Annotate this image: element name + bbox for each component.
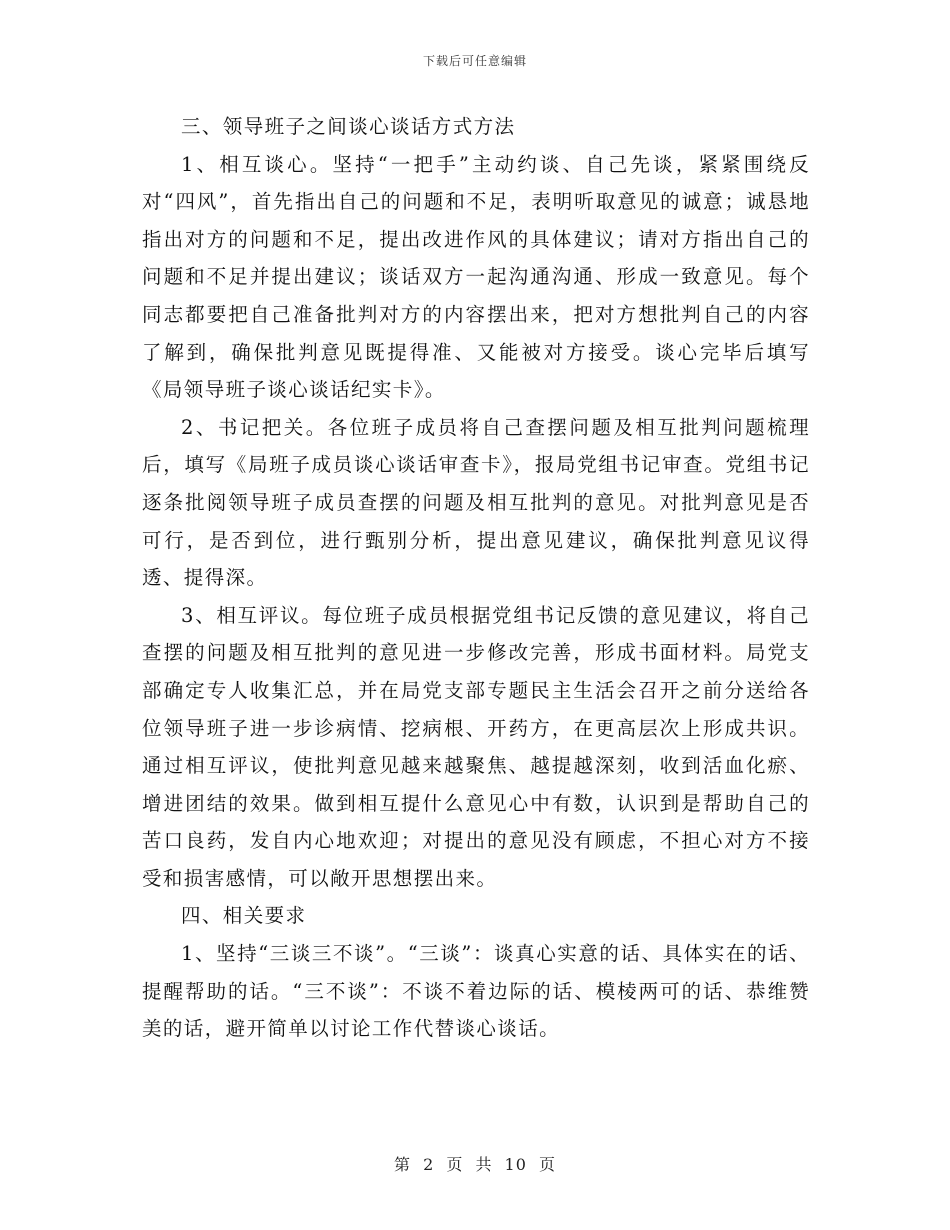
paragraph-three-talks: 1、坚持“三谈三不谈”。“三谈”：谈真心实意的话、具体实在的话、提醒帮助的话。“三不谈”：不谈不着边际的话、模棱两可的话、恭维赞美的话，避开简单以讨论工作代替谈心谈话。 [142,942,810,1041]
section-heading-4: 四、相关要求 [181,904,307,928]
paragraph-secretary-review: 2、书记把关。各位班子成员将自己查摆问题及相互批判问题梳理后，填写《局班子成员谈心谈话审查卡》，报局党组书记审查。党组书记逐条批阅领导班子成员查摆的问题及相互批判的意见。对批判意见是否可行，是否到位，进行甄别分析，提出意见建议，确保批判意见议得透、提得深。 [142,415,810,590]
paragraph-mutual-talk: 1、相互谈心。坚持“一把手”主动约谈、自己先谈，紧紧围绕反对“四风”，首先指出自己的问题和不足，表明听取意见的诚意；诚恳地指出对方的问题和不足，提出改进作风的具体建议；请对方指出自己的问题和不足并提出建议；谈话双方一起沟通沟通、形成一致意见。每个同志都要把自己准备批判对方的内容摆出来，把对方想批判自己的内容了解到，确保批判意见既提得准、又能被对方接受。谈心完毕后填写《局领导班子谈心谈话纪实卡》。 [142,152,810,402]
section-heading-3: 三、领导班子之间谈心谈话方式方法 [181,115,516,138]
paragraph-mutual-evaluation: 3、相互评议。每位班子成员根据党组书记反馈的意见建议，将自己查摆的问题及相互批判的意见进一步修改完善，形成书面材料。局党支部确定专人收集汇总，并在局党支部专题民主生活会召开之前分送给各位领导班子进一步诊病情、挖病根、开药方，在更高层次上形成共识。通过相互评议，使批判意见越来越聚焦、越提越深刻，收到活血化瘀、增进团结的效果。做到相互提什么意见心中有数，认识到是帮助自己的苦口良药，发自内心地欢迎；对提出的意见没有顾虑，不担心对方不接受和损害感情，可以敞开思想摆出来。 [142,603,810,890]
page-number-footer: 第 2 页 共 10 页 [394,1155,556,1174]
header-note: 下载后可任意编辑 [422,54,527,68]
document-body [142,108,810,1048]
